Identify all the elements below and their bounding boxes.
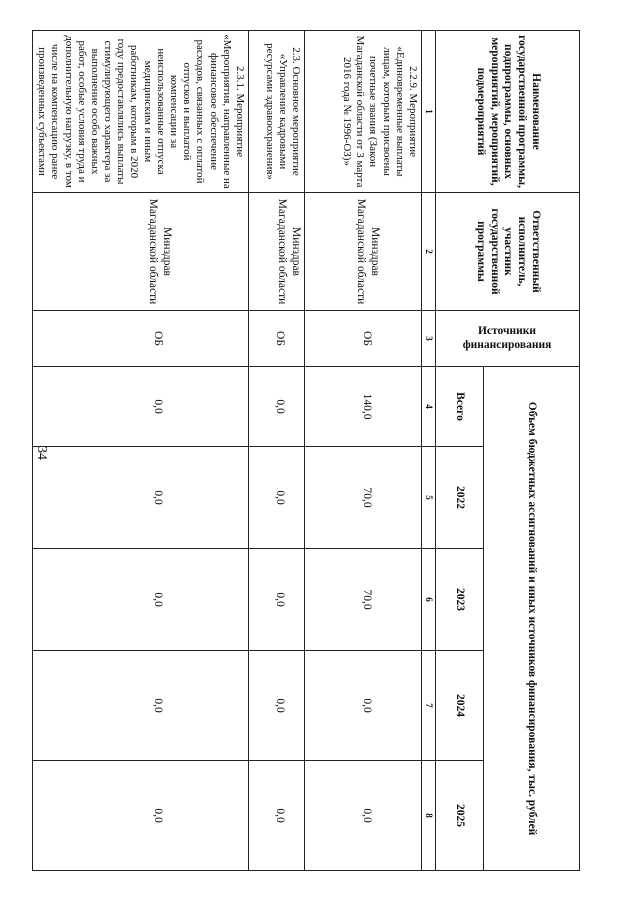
- table-row: [33, 31, 249, 871]
- row-2023: 0,0: [33, 549, 249, 651]
- col-num-1: 1: [422, 31, 436, 193]
- header-year-2025: 2025: [436, 761, 484, 871]
- col-num-7: 7: [422, 651, 436, 761]
- table-row: [305, 31, 422, 871]
- row-2025: 0,0: [305, 761, 422, 871]
- header-sources-line1: Источники: [478, 324, 537, 337]
- row-2024: 0,0: [305, 651, 422, 761]
- col-num-4: 4: [422, 367, 436, 447]
- header-funding: Объем бюджетных ассигнований и иных источников финансирования, тыс. рублей: [484, 367, 580, 871]
- header-executor: Ответственный исполнитель, участник государственной программы: [436, 193, 580, 311]
- row-executor: Минздрав Магаданской области: [305, 193, 422, 311]
- row-total: 0,0: [249, 367, 305, 447]
- header-year-2022: 2022: [436, 447, 484, 549]
- header-row-1: [484, 31, 580, 871]
- col-num-6: 6: [422, 549, 436, 651]
- header-sources-line2: финансирования: [463, 338, 552, 351]
- row-total: 140,0: [305, 367, 422, 447]
- col-num-2: 2: [422, 193, 436, 311]
- column-number-row: [422, 31, 436, 871]
- row-name: 2.3. Основное мероприятие «Управление кадровыми ресурсами здравоохранения»: [249, 31, 305, 193]
- row-2022: 0,0: [33, 447, 249, 549]
- row-2025: 0,0: [249, 761, 305, 871]
- table-row: [249, 31, 305, 871]
- row-total: 0,0: [33, 367, 249, 447]
- col-num-8: 8: [422, 761, 436, 871]
- row-2024: 0,0: [249, 651, 305, 761]
- row-executor: Минздрав Магаданской области: [249, 193, 305, 311]
- row-2023: 70,0: [305, 549, 422, 651]
- header-total: Всего: [436, 367, 484, 447]
- page-number: 34: [34, 446, 49, 460]
- rotated-table-container: [36, 30, 580, 870]
- col-num-3: 3: [422, 311, 436, 367]
- row-executor: Минздрав Магаданской области: [33, 193, 249, 311]
- row-2022: 0,0: [249, 447, 305, 549]
- row-name: 2.2.9. Мероприятие «Единовременные выплаты лицам, которым присвоены почетные звания (Закон Магаданской области от 3 марта 2016 года № 1996-ОЗ)»: [305, 31, 422, 193]
- row-source: ОБ: [33, 311, 249, 367]
- col-num-5: 5: [422, 447, 436, 549]
- funding-table: [32, 30, 580, 871]
- row-2023: 0,0: [249, 549, 305, 651]
- row-source: ОБ: [305, 311, 422, 367]
- header-sources: [436, 311, 580, 367]
- row-source: ОБ: [249, 311, 305, 367]
- header-name: Наименование государственной программы, подпрограммы, основных мероприятий, мероприятий, подмероприятий: [436, 31, 580, 193]
- row-name: 2.3.1. Мероприятие «Мероприятия, направленные на финансовое обеспечение расходов, связанных с оплатой отпусков и выплатой компенсации за неиспользованные отпуска медицинским и иным работникам, которым в 2020 году предоставлялись выплаты стимулирующего характера за выполнение особо важных работ, особые условия труда и дополнительную нагрузку, в том числе на компенсацию ранее произведенных субъектами: [33, 31, 249, 193]
- header-year-2024: 2024: [436, 651, 484, 761]
- header-year-2023: 2023: [436, 549, 484, 651]
- row-2022: 70,0: [305, 447, 422, 549]
- row-2024: 0,0: [33, 651, 249, 761]
- row-2025: 0,0: [33, 761, 249, 871]
